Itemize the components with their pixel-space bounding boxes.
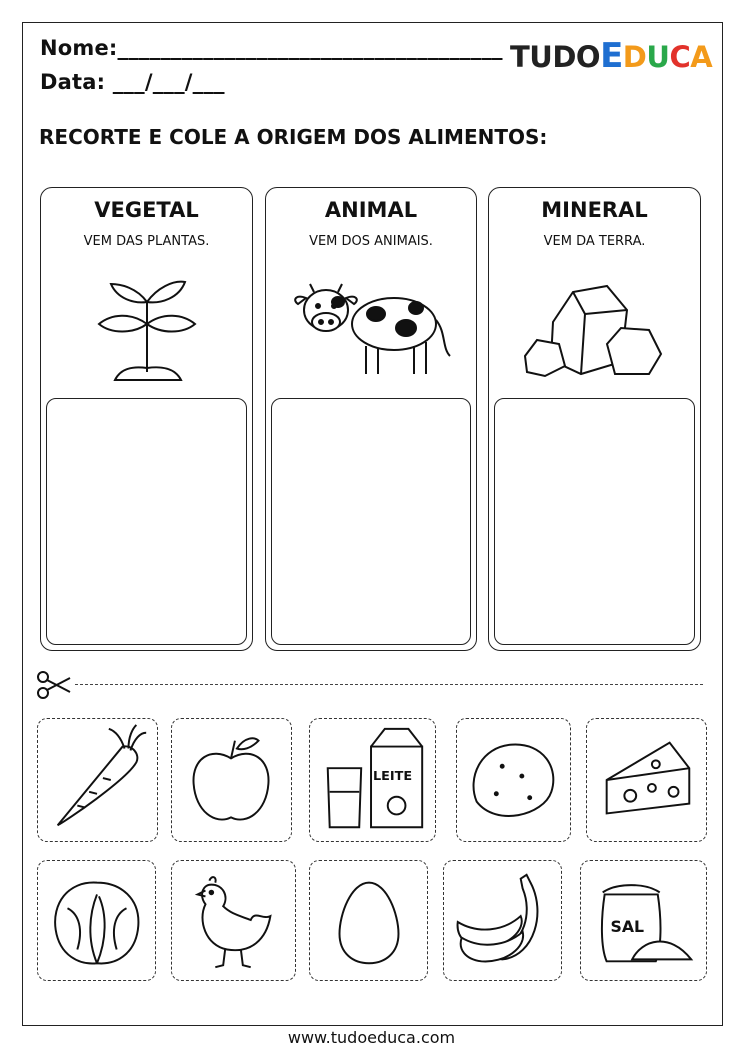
- category-vegetal: [40, 187, 253, 651]
- banana-icon: [444, 861, 561, 980]
- category-name: ANIMAL: [324, 198, 418, 222]
- paste-area-mineral: [494, 398, 695, 645]
- logo-text-6: A: [690, 40, 713, 74]
- cut-card-carrot[interactable]: [37, 718, 158, 842]
- cut-card-cheese[interactable]: [586, 718, 707, 842]
- rocks-icon: [489, 262, 700, 388]
- paste-area-animal: [271, 398, 471, 645]
- salt-icon: [581, 861, 706, 980]
- category-name: MINERAL: [541, 198, 648, 222]
- category-description: VEM DA TERRA.: [543, 234, 646, 249]
- salt-label: SAL: [610, 916, 645, 936]
- category-name: VEGETAL: [94, 198, 199, 222]
- plant-icon: [41, 262, 252, 388]
- cut-card-apple[interactable]: [171, 718, 292, 842]
- chicken-icon: [172, 861, 295, 980]
- cut-card-banana[interactable]: [443, 860, 562, 981]
- logo-text-4: U: [646, 40, 670, 74]
- cut-card-chicken[interactable]: [171, 860, 296, 981]
- milk-label: LEITE: [372, 769, 413, 784]
- category-animal: [265, 187, 477, 651]
- cut-card-potato[interactable]: [456, 718, 571, 842]
- cut-card-egg[interactable]: [309, 860, 428, 981]
- potato-icon: [457, 719, 570, 841]
- category-description: VEM DAS PLANTAS.: [83, 234, 210, 249]
- category-description: VEM DOS ANIMAIS.: [309, 234, 433, 249]
- category-mineral: [488, 187, 701, 651]
- cut-card-salt[interactable]: [580, 860, 707, 981]
- date-field: Data: ___/___/___: [40, 70, 225, 94]
- instruction-title: RECORTE E COLE A ORIGEM DOS ALIMENTOS:: [39, 125, 548, 149]
- logo-text-5: C: [669, 40, 691, 74]
- scissors-icon: [36, 670, 72, 700]
- name-field: Nome:____________________________________: [40, 36, 503, 60]
- logo-text-1: TUDO: [510, 40, 601, 74]
- cheese-icon: [587, 719, 706, 841]
- cut-card-milk[interactable]: [309, 718, 436, 842]
- carrot-icon: [38, 719, 157, 841]
- logo-text-2: E: [600, 36, 623, 76]
- cow-icon: [266, 262, 476, 388]
- cut-line: [75, 684, 703, 685]
- apple-icon: [172, 719, 291, 841]
- logo: [510, 36, 712, 76]
- milk-icon: [310, 719, 435, 841]
- paste-area-vegetal: [46, 398, 247, 645]
- logo-text-3: D: [622, 40, 647, 74]
- footer-url: www.tudoeduca.com: [287, 1028, 456, 1047]
- egg-icon: [310, 861, 427, 980]
- cabbage-icon: [38, 861, 155, 980]
- cut-card-cabbage[interactable]: [37, 860, 156, 981]
